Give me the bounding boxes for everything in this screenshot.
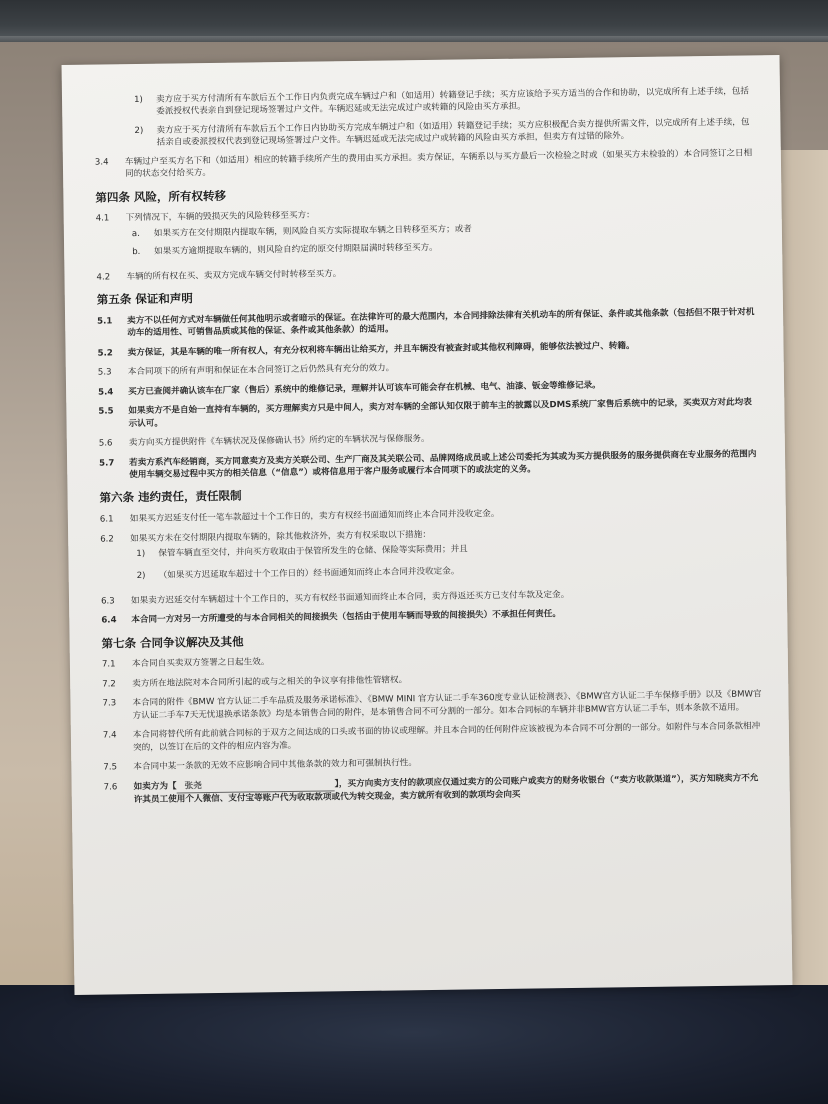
clause-5-2: 5.2 卖方保证，其是车辆的唯一所有权人，有充分权利将车辆出让给买方，并且车辆没有被查封或其他权利障碍，能够依法被过户、转籍。 [97,340,635,359]
clause-5-7: 5.7 若卖方系汽车经销商，买方同意卖方及卖方关联公司、生产厂商及其关联公司、品牌网络成员或上述公司委托为其或为买方提供服务的服务提供商在专业服务的范围内使用车辆交易过程中买方的相关信息（“信息”）或将信息用于客户服务或履行本合同项下的或法定的义务。 [99,448,757,481]
section-6-title: 第六条 违约责任，责任限制 [99,488,242,505]
clause-4-2: 4.2 车辆的所有权在买、卖双方完成车辆交付时转移至买方。 [96,268,342,283]
clause-6-1: 6.1 如果买方迟延支付任一笔车款超过十个工作日的，卖方有权经书面通知而终止本合同并没收定金。 [99,509,500,525]
clause-6-4: 6.4 本合同一方对另一方所遭受的与本合同相关的间接损失（包括由于使用车辆而导致的间接损失）不承担任何责任。 [101,609,562,626]
pre-item-1: 1) 卖方应于买方付清所有车款后五个工作日内负责完成车辆过户和（如适用）转籍登记手续；买方应该给予买方适当的合作和协助，以完成所有上述手续，包括委派授权代表亲自到登记现场签署过户文件。车辆迟延或无法完成过户或转籍的风险由买方承担。 [133,86,750,118]
clause-6-2-1: 1) 保管车辆直至交付，并向买方收取由于保管所发生的仓储、保险等实际费用；并且 [136,544,468,560]
section-4-title: 第四条 风险，所有权转移 [95,188,226,205]
section-5-title: 第五条 保证和声明 [96,291,193,307]
clause-7-6: 7.6 如卖方为【 张尧 】，买方向卖方支付的款项应仅通过卖方的公司账户或卖方的财务收银台（“卖方收款渠道”），买方知晓卖方不允许其员工使用个人微信、支付宝等账户代为收取款项或代为转交现金，卖方就所有收到的款项均会向买 [103,773,759,806]
clause-5-1: 5.1 卖方不以任何方式对车辆做任何其他明示或者暗示的保证。在法律许可的最大范围内，本合同排除法律有关机动车的所有保证、条件或其他条款（包括但不限于针对机动车的适用性、可销售品质或其他的保证、条件或其他条款）的适用。 [97,307,755,339]
clause-5-6: 5.6 卖方向买方提供附件《车辆状况及保修确认书》所约定的车辆状况与保修服务。 [98,434,430,449]
section-7-title: 第七条 合同争议解决及其他 [101,634,244,651]
clause-4-1-a: a. 如果买方在交付期限内提取车辆，则风险自买方实际提取车辆之日转移至买方；或者 [131,224,472,239]
clause-7-1: 7.1 本合同自买卖双方签署之日起生效。 [101,657,270,671]
seller-prefix: 如卖方为【 [133,781,177,792]
pre-item-2: 2) 卖方应于买方付清所有车款后五个工作日内协助买方完成车辆过户和（如适用）转籍登记手续；买方应积极配合卖方提供所需文件，以完成所有上述手续，包括亲自或委派授权代表到登记现场签署过户文件。车辆迟延或无法完成过户或转籍的风险由买方承担，但卖方有过错的除外。 [134,117,750,149]
clause-4-1-b: b. 如果买方逾期提取车辆的，则风险自约定的原交付期限届满时转移至买方。 [132,243,438,258]
clause-5-3: 5.3 本合同项下的所有声明和保证在本合同签订之后仍然具有充分的效力。 [97,363,395,378]
contract-content [94,85,764,814]
seller-name: 张尧 [177,778,335,794]
contract-page [62,55,793,995]
clause-6-2-2: 2) （如果买方迟延取车超过十个工作日的）经书面通知而终止本合同并没收定金。 [136,566,460,582]
clause-5-5: 5.5 如果卖方不是自始一直持有车辆的，买方理解卖方只是中间人，卖方对车辆的全部认知仅限于前车主的披露以及DMS系统厂家售后系统中的记录，买卖双方对此均表示认可。 [98,397,752,429]
clause-7-2: 7.2 卖方所在地法院对本合同所引起的或与之相关的争议享有排他性管辖权。 [102,675,408,690]
clause-7-5: 7.5 本合同中某一条款的无效不应影响合同中其他条款的效力和可强制执行性。 [103,758,418,773]
seller-suffix: 】，买方向卖方支付的款项应仅通过卖方的公司账户或卖方的财务收银台（“卖方收款渠道”），买方知晓卖方不允许其员工使用个人微信、支付宝等账户代为收取款项或代为转交现金，卖方就所有收到的款项均会向买 [133,773,759,806]
clause-6-3: 6.3 如果卖方迟延交付车辆超过十个工作日的，买方有权经书面通知而终止本合同，卖方得返还买方已支付车款及定金。 [100,589,570,607]
clause-7-3: 7.3 本合同的附件《BMW 官方认证二手车品质及服务承诺标准》、《BMW MINI 官方认证二手车360度专业认证检测表》、《BMW官方认证二手车保修手册》以及《BMW官方认证二手车7天无忧退换承诺条款》均是本销售合同的附件，是本销售合同不可分割的一部分。如本合同标的车辆并非BMW官方认证二手车，则本条款不适用。 [102,689,762,721]
dark-cloth [0,985,828,1104]
clause-3-4: 3.4 车辆过户至买方名下和（如适用）相应的转籍手续所产生的费用由买方承担。卖方保证，车辆系以与买方最后一次检验之时或（如果买方未检验的）本合同签订之日相同的状态交付给买方。 [94,148,753,180]
clause-4-1: 4.1 下列情况下，车辆的毁损灭失的风险转移至买方： [95,210,315,224]
clause-6-2: 6.2 如果买方未在交付期限内提取车辆的，除其他救济外，卖方有权采取以下措施： [100,529,431,545]
laptop-edge [0,0,828,42]
clause-7-4: 7.4 本合同将替代所有此前就合同标的于双方之间达成的口头或书面的协议或理解。并且本合同的任何附件应该被视为本合同不可分割的一部分。如附件与本合同条款相冲突的，以签订在后的文件的相应内容为准。 [102,721,761,753]
clause-5-4: 5.4 买方已查阅并确认该车在厂家（售后）系统中的维修记录，理解并认可该车可能会存在机械、电气、油漆、钣金等维修记录。 [98,380,601,398]
